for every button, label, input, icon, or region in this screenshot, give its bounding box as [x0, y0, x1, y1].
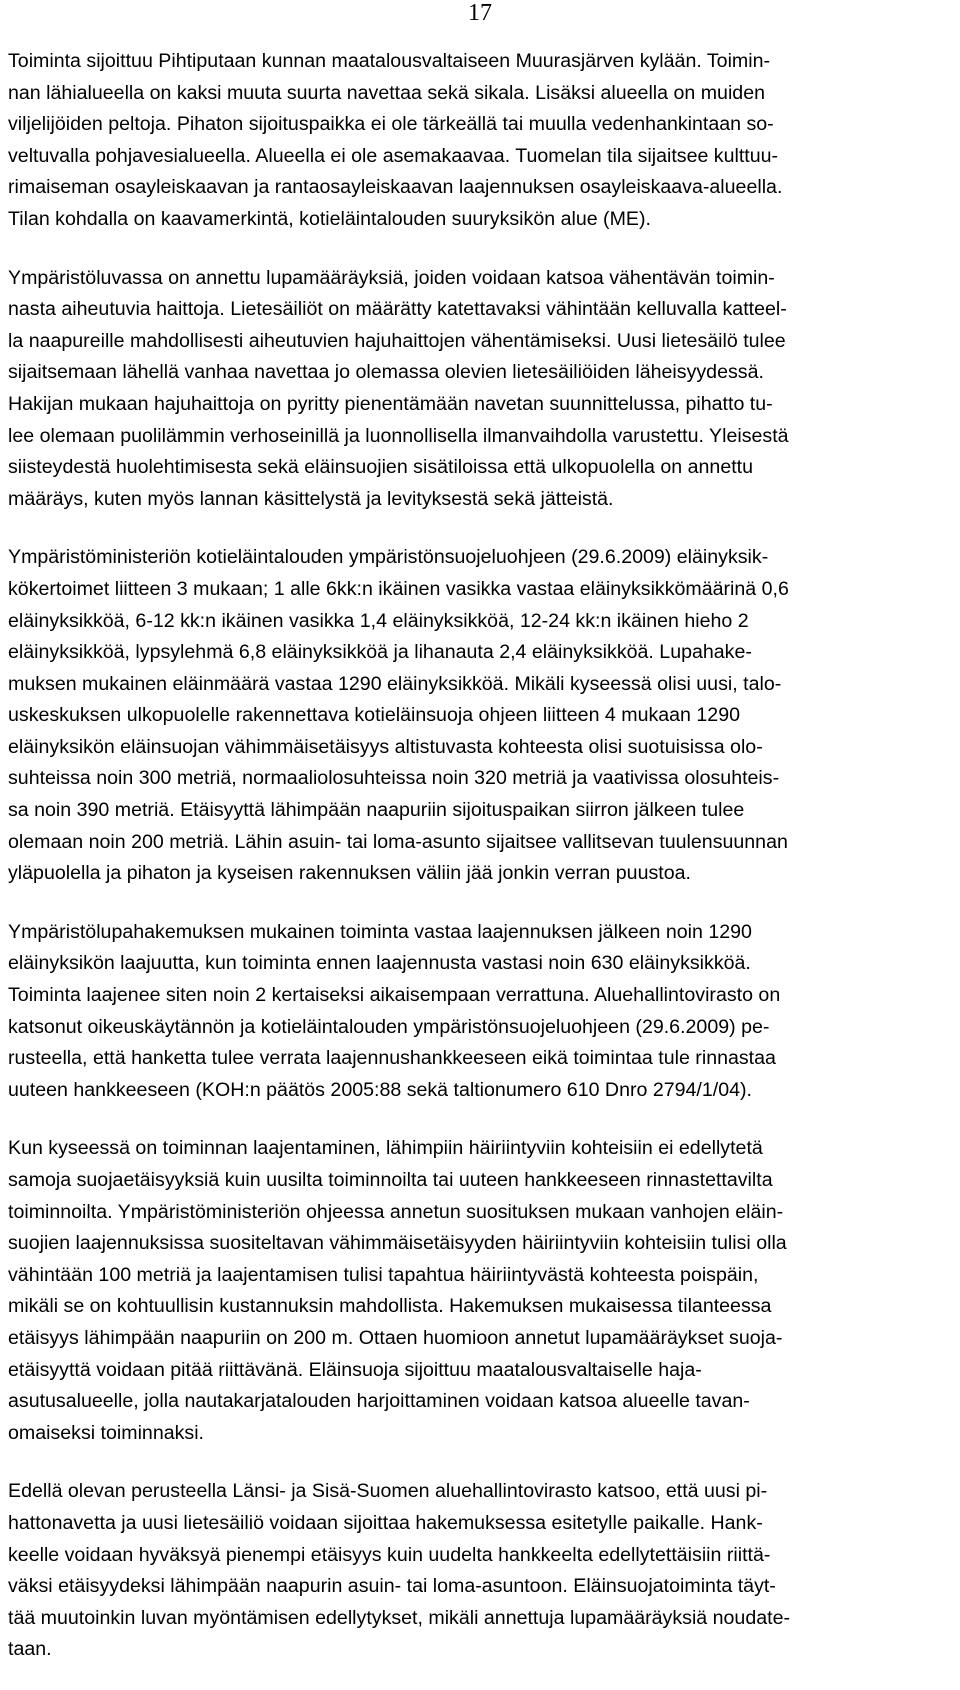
paragraph-location: Toiminta sijoittuu Pihtiputaan kunnan maatalousvaltaiseen Muurasjärven kylään. Toimin- nan lähialueella on kaksi muuta suurta navettaa sekä sikala. Lisäksi alueella on muiden viljelijöiden peltoja. Pihaton sijoituspaikka ei ole tärkeällä tai muulla vedenhankintaan so- veltuvalla pohjavesialueella. Alueella ei ole asemakaavaa. Tuomelan tila sijaitsee kulttuu- rimaiseman osayleiskaavan ja rantaosayleiskaavan laajennuksen osayleiskaava-alueella. Tilan kohdalla on kaavamerkintä, kotieläintalouden suuryksikön alue (ME). — [8, 50, 783, 230]
page-number: 17 — [468, 0, 492, 26]
paragraph-permit-conditions: Ympäristöluvassa on annettu lupamääräyksiä, joiden voidaan katsoa vähentävän toimin- nasta aiheutuvia haittoja. Lietesäiliöt on määrätty katettavaksi vähintään kelluvalla katteel- la naapureille mahdollisesti aiheutuvien hajuhaittojen vähentämiseksi. Uusi lietesäilö tulee sijaitsemaan lähellä vanhaa navettaa jo olemassa olevien lietesäiliöiden läheisyydessä. Hakijan mukaan hajuhaittoja on pyritty pienentämään navetan suunnittelussa, pihatto tu- lee olemaan puolilämmin verhoseinillä ja luonnollisella ilmanvaihdolla varustettu. Yleisestä siisteydestä huolehtimisesta sekä eläinsuojien sisätiloissa että ulkopuolella on annettu määräys, kuten myös lannan käsittelystä ja levityksestä sekä jätteistä. — [8, 266, 789, 510]
paragraph-protection-distance: Kun kyseessä on toiminnan laajentaminen, lähimpiin häiriintyviin kohteisiin ei edellytetä samoja suojaetäisyyksiä kuin uusilta toiminnoilta tai uuteen hankkeeseen rinnastettavilta toiminnoilta. Ympäristöministeriön ohjeessa annetun suosituksen mukaan vanhojen eläin- suojien laajennuksissa suositeltavan vähimmäisetäisyyden häiriintyviin kohteisiin tulisi olla vähintään 100 metriä ja laajentamisen tulisi tapahtua häiriintyvästä kohteesta poispäin, mikäli se on kohtuullisin kustannuksin mahdollista. Hakemuksen mukaisessa tilanteessa etäisyys lähimpään naapuriin on 200 m. Ottaen huomioon annetut lupamääräykset suoja- etäisyyttä voidaan pitää riittävänä. Eläinsuoja sijoittuu maatalousvaltaiselle haja- asutusalueelle, jolla nautakarjatalouden harjoittaminen voidaan katsoa alueelle tavan- omaiseksi toiminnaksi. — [8, 1137, 787, 1444]
document-body — [8, 46, 885, 1666]
paragraph-animal-units: Ympäristöministeriön kotieläintalouden ympäristönsuojeluohjeen (29.6.2009) eläinyksik- kökertoimet liitteen 3 mukaan; 1 alle 6kk:n ikäinen vasikka vastaa eläinyksikkömäärinä 0,6 eläinyksikköä, 6-12 kk:n ikäinen vasikka 1,4 eläinyksikköä, 12-24 kk:n ikäinen hieho 2 eläinyksikköä, lypsylehmä 6,8 eläinyksikköä ja lihanauta 2,4 eläinyksikköä. Lupahake- muksen mukainen eläinmäärä vastaa 1290 eläinyksikköä. Mikäli kyseessä olisi uusi, talo- uskeskuksen ulkopuolelle rakennettava kotieläinsuoja ohjeen liitteen 4 mukaan 1290 eläinyksikön eläinsuojan vähimmäisetäisyys altistuvasta kohteesta olisi suotuisissa olo- suhteissa noin 300 metriä, normaaliolosuhteissa noin 320 metriä ja vaativissa olosuhteis- sa noin 390 metriä. Etäisyyttä lähimpään naapuriin sijoituspaikan siirron jälkeen tulee olemaan noin 200 metriä. Lähin asuin- tai loma-asunto sijaitsee vallitsevan tuulensuunnan yläpuolella ja pihaton ja kyseisen rakennuksen väliin jää jonkin verran puustoa. — [8, 546, 789, 885]
paragraph-expansion-scope: Ympäristölupahakemuksen mukainen toiminta vastaa laajennuksen jälkeen noin 1290 eläinyksikön laajuutta, kun toiminta ennen laajennusta vastasi noin 630 eläinyksikköä. Toiminta laajenee siten noin 2 kertaiseksi aikaisempaan verrattuna. Aluehallintovirasto on katsonut oikeuskäytännön ja kotieläintalouden ympäristönsuojeluohjeen (29.6.2009) pe- rusteella, että hanketta tulee verrata laajennushankkeeseen eikä toimintaa tule rinnastaa uuteen hankkeeseen (KOH:n päätös 2005:88 sekä taltionumero 610 Dnro 2794/1/04). — [8, 920, 781, 1101]
paragraph-conclusion: Edellä olevan perusteella Länsi- ja Sisä-Suomen aluehallintovirasto katsoo, että uusi pi- hattonavetta ja uusi lietesäiliö voidaan sijoittaa hakemuksessa esitetylle paikalle. Hank- keelle voidaan hyväksyä pienempi etäisyys kuin uudelta hankkeelta edellytettäisiin riittä- väksi etäisyydeksi lähimpään naapurin asuin- tai loma-asuntoon. Eläinsuojatoiminta täyt- tää muutoinkin luvan myöntämisen edellytykset, mikäli annettuja lupamääräyksiä noudate- taan. — [8, 1480, 790, 1661]
